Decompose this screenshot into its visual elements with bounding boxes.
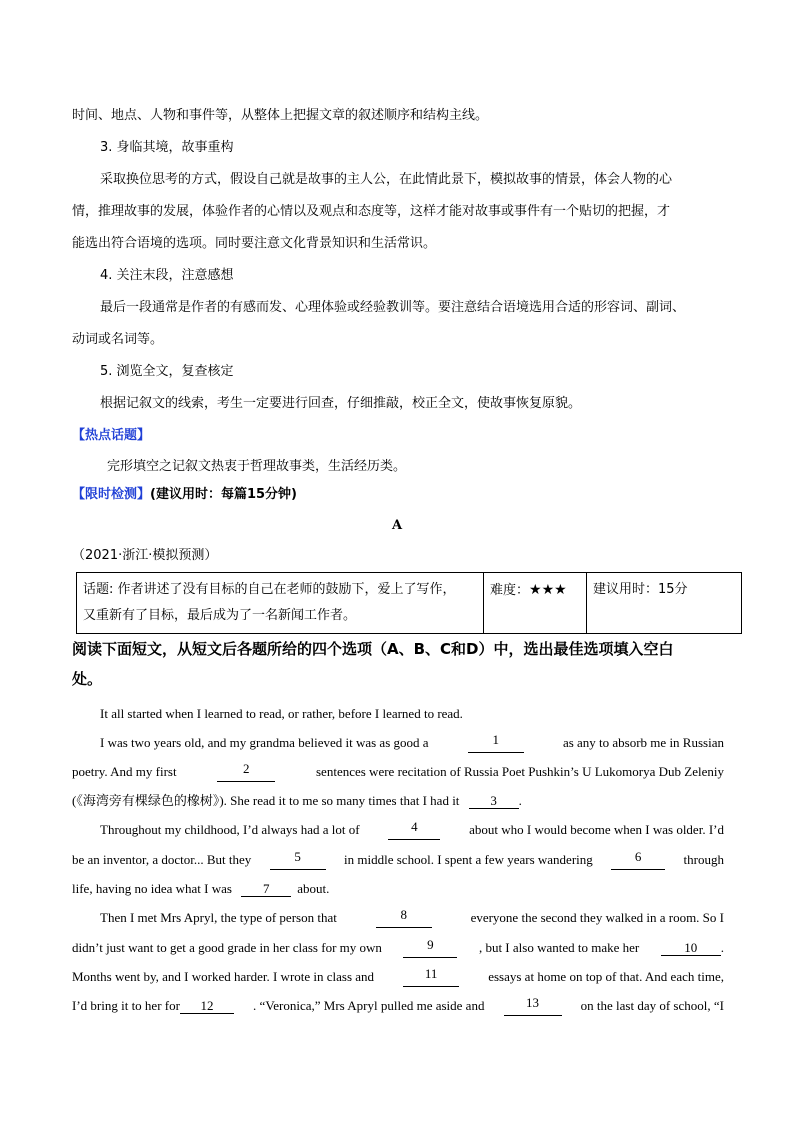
hot-topic-label: 【热点话题】 <box>72 428 151 443</box>
passage-p3-line-2 <box>72 850 724 870</box>
blank-13: 13 <box>504 996 562 1016</box>
passage-text: . <box>720 940 724 955</box>
passage-p2-line-3 <box>72 791 522 811</box>
passage-text: Throughout my childhood, I’d always had a lot of <box>100 822 360 837</box>
passage-text: on the last day of school, “I <box>580 998 724 1013</box>
passage-text: through <box>683 852 724 867</box>
passage-p2-line-1 <box>100 733 724 753</box>
topic-line-1: 话题: 作者讲述了没有目标的自己在老师的鼓励下，爱上了写作， <box>83 582 456 597</box>
blank-11: 11 <box>403 967 459 987</box>
passage-text: about. <box>297 881 330 896</box>
passage-p3-line-1 <box>100 820 724 840</box>
para-3-line-2: 情，推理故事的发展，体验作者的心情以及观点和态度等，这样才能对故事或事件有一个贴切的把握，才 <box>72 204 671 219</box>
passage-text: I was two years old, and my grandma believed it was as good a <box>100 735 429 750</box>
difficulty-label: 难度： <box>490 583 530 598</box>
difficulty-cell <box>484 573 587 634</box>
blank-5: 5 <box>270 850 326 870</box>
blank-1: 1 <box>468 733 524 753</box>
para-4-line-2: 动词或名词等。 <box>72 332 164 347</box>
blank-7: 7 <box>241 882 291 897</box>
instruction-line-1: 阅读下面短文，从短文后各题所给的四个选项（A、B、C和D）中，选出最佳选项填入空白 <box>72 640 674 658</box>
passage-text: poetry. And my first <box>72 764 177 779</box>
section-letter: A <box>392 518 403 533</box>
timed-test-note: (建议用时：每篇15分钟) <box>150 487 297 502</box>
passage-text: essays at home on top of that. And each time, <box>488 969 724 984</box>
time-cell <box>587 573 742 634</box>
passage-text: I’d bring it to her for <box>72 998 180 1013</box>
heading-5: 5. 浏览全文，复查核定 <box>100 364 234 379</box>
heading-3: 3. 身临其境，故事重构 <box>100 140 234 155</box>
info-table <box>76 572 742 634</box>
passage-text: in middle school. I spent a few years wandering <box>344 852 593 867</box>
blank-2: 2 <box>217 762 275 782</box>
passage-text: Then I met Mrs Apryl, the type of person that <box>100 910 337 925</box>
passage-text: as any to absorb me in Russian <box>562 735 724 750</box>
blank-10: 10 <box>661 941 721 956</box>
topic-cell <box>77 573 484 634</box>
para-4-line-1: 最后一段通常是作者的有感而发、心理体验或经验教训等。要注意结合语境选用合适的形容词、副词、 <box>100 300 686 315</box>
difficulty-stars-icon: ★★★ <box>529 582 567 598</box>
blank-8: 8 <box>376 908 432 928</box>
para-3-line-1: 采取换位思考的方式，假设自己就是故事的主人公，在此情此景下，模拟故事的情景，体会人物的心 <box>100 172 673 187</box>
timed-test-label: 【限时检测】 <box>72 487 151 502</box>
passage-p2-line-2 <box>72 762 724 782</box>
passage-text: life, having no idea what I was <box>72 881 232 896</box>
passage-text: about who I would become when I was older. I’d <box>469 822 724 837</box>
blank-12: 12 <box>180 999 234 1014</box>
intro-line: 时间、地点、人物和事件等，从整体上把握文章的叙述顺序和结构主线。 <box>72 108 489 123</box>
passage-text: . <box>518 793 522 808</box>
passage-p4-line-2 <box>72 938 724 958</box>
passage-text: . “Veronica,” Mrs Apryl pulled me aside and <box>253 998 485 1013</box>
passage-text: everyone the second they walked in a room. So I <box>470 910 724 925</box>
passage-p4-line-4 <box>72 996 724 1016</box>
passage-text: Months went by, and I worked harder. I wrote in class and <box>72 969 375 984</box>
para-3-line-3: 能选出符合语境的选项。同时要注意文化背景知识和生活常识。 <box>72 236 437 251</box>
heading-4: 4. 关注末段，注意感想 <box>100 268 234 283</box>
instruction-line-2: 处。 <box>72 670 103 688</box>
hot-topic-text: 完形填空之记叙文热衷于哲理故事类，生活经历类。 <box>107 459 407 474</box>
passage-text: be an inventor, a doctor... But they <box>72 852 252 867</box>
blank-9: 9 <box>403 938 457 958</box>
blank-4: 4 <box>388 820 440 840</box>
passage-text: , but I also wanted to make her <box>478 940 640 955</box>
source-note: （2021·浙江·模拟预测） <box>72 548 218 563</box>
passage-p4-line-1 <box>100 908 724 928</box>
para-5: 根据记叙文的线索，考生一定要进行回查，仔细推敲，校正全文，使故事恢复原貌。 <box>100 396 582 411</box>
blank-6: 6 <box>611 850 665 870</box>
blank-3: 3 <box>469 794 519 809</box>
passage-text: (《海湾旁有棵绿色的橡树》). She read it to me so many times that I had it <box>72 793 460 808</box>
passage-text: didn’t just want to get a good grade in her class for my own <box>72 940 382 955</box>
timed-test-heading <box>72 484 297 505</box>
passage-p3-line-3 <box>72 879 329 899</box>
suggested-time: 建议用时：15分 <box>593 582 688 597</box>
passage-p4-line-3 <box>72 967 724 987</box>
topic-line-2: 又重新有了目标，最后成为了一名新闻工作者。 <box>83 608 357 623</box>
passage-text: sentences were recitation of Russia Poet Pushkin’s U Lukomorya Dub Zeleniy <box>316 764 724 779</box>
passage-p1: It all started when I learned to read, or rather, before I learned to read. <box>100 706 463 721</box>
